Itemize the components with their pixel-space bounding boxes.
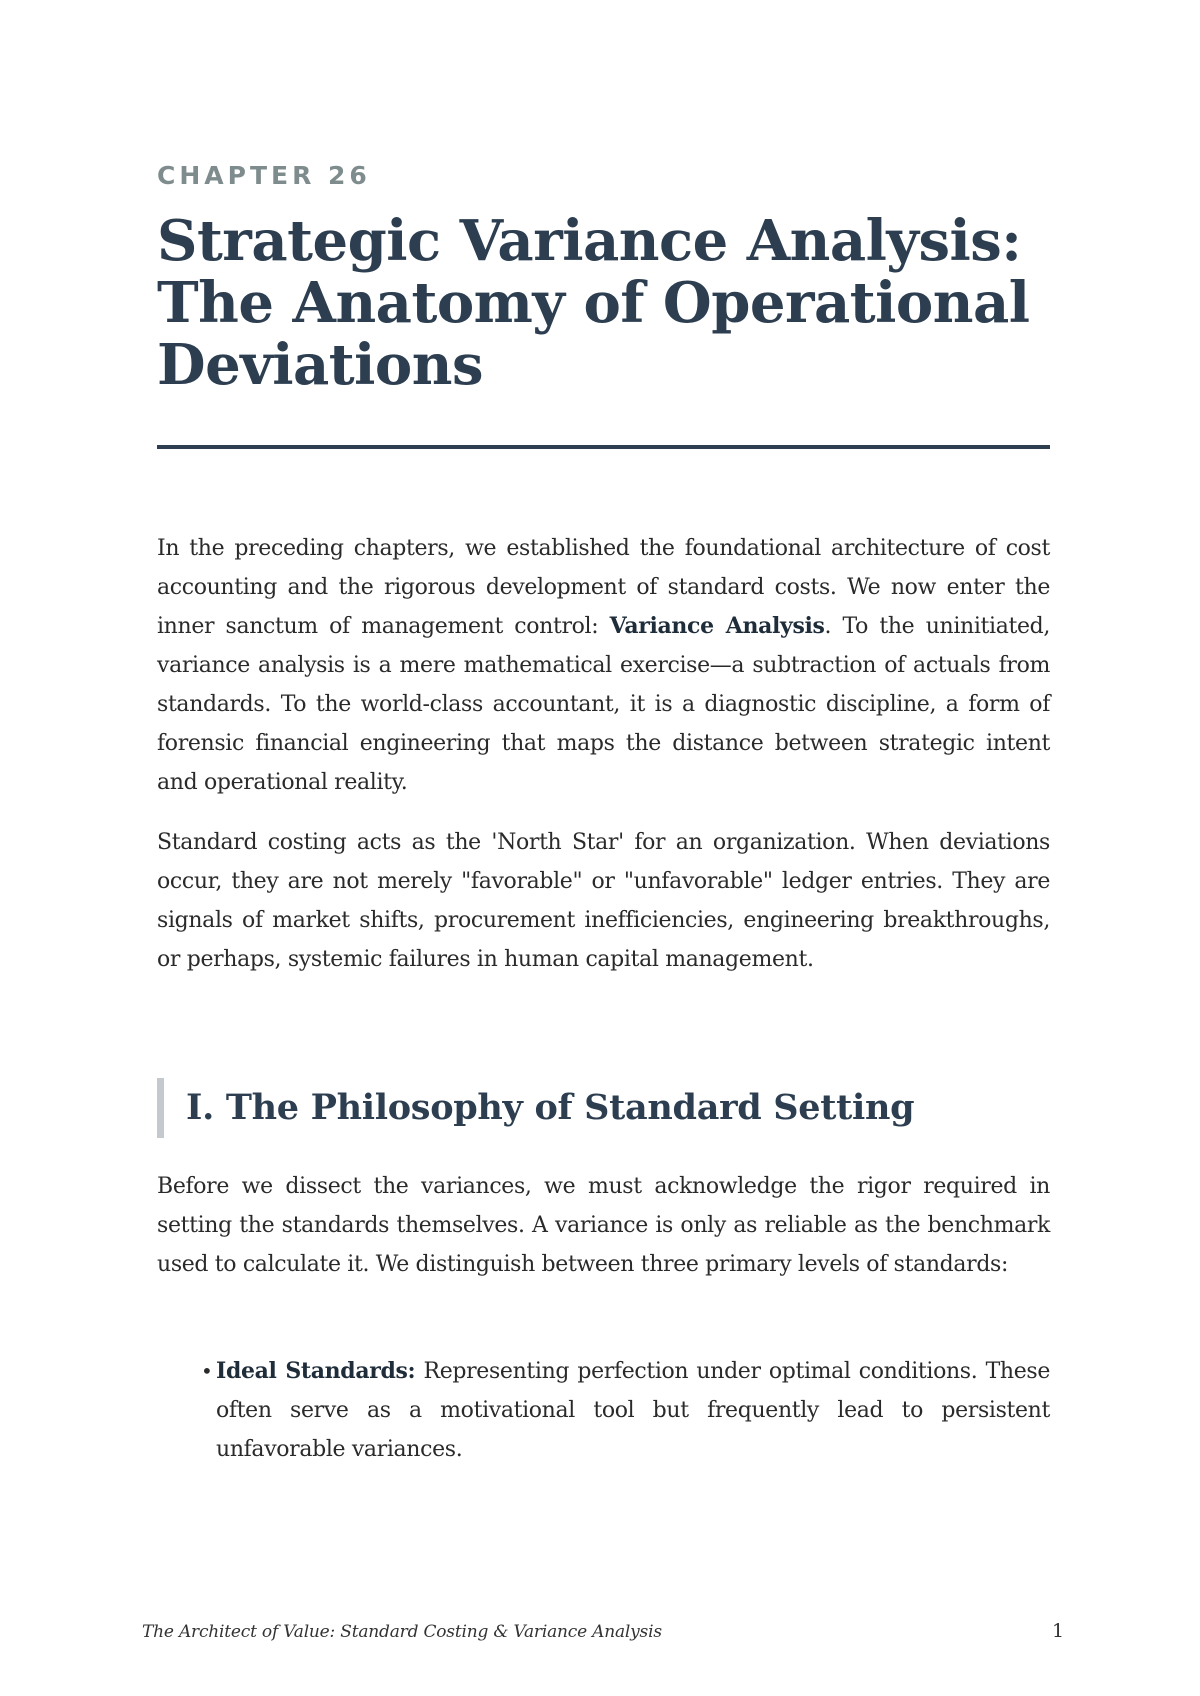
- standards-list: [201, 1352, 1051, 1469]
- chapter-title: [157, 210, 1050, 396]
- intro-text: In the preceding chapters, we established the foundational architecture of cost accounting and the rigorous development of standard costs. We now enter the inner sanctum of management control:: [157, 536, 1050, 639]
- section-heading-text: I. The Philosophy of Standard Setting: [186, 1087, 915, 1128]
- intro-paragraph: Standard costing acts as the 'North Star' for an organization. When deviations occur, they are not merely "favorable" or "unfavorable" ledger entries. They are signals of market shifts, procurement inefficiencies, engineering breakthroughs, or perhaps, systemic failures in human capital management.: [157, 830, 1050, 972]
- section-heading: [157, 1078, 914, 1138]
- list-item: [201, 1352, 1051, 1469]
- chapter-title-line: Strategic Variance Analysis:: [157, 208, 1022, 274]
- section-paragraph: Before we dissect the variances, we must acknowledge the rigor required in setting the standards themselves. A variance is only as reliable as the benchmark used to calculate it. We distinguish between three primary levels of standards:: [157, 1174, 1050, 1277]
- title-divider: [157, 445, 1050, 449]
- intro-paragraph: [157, 529, 1050, 802]
- bold-term: Variance Analysis: [609, 613, 825, 639]
- bullet-icon: •: [201, 1359, 213, 1383]
- chapter-title-line: Deviations: [157, 332, 484, 398]
- chapter-label: CHAPTER 26: [157, 161, 371, 190]
- footer-page-number: 1: [1052, 1620, 1065, 1642]
- list-item-term: Ideal Standards:: [216, 1358, 416, 1384]
- chapter-title-line: The Anatomy of Operational: [157, 270, 1030, 336]
- intro-text: . To the uninitiated, variance analysis is a mere mathematical exercise—a subtraction of actuals from standards. To the world-class accountant, it is a diagnostic discipline, a form of forensic financial engineering that maps the distance between strategic intent and operational reality.: [157, 614, 1051, 795]
- list-item-text: Representing perfection under optimal conditions. These often serve as a motivational tool but frequently lead to persistent unfavorable variances.: [216, 1359, 1051, 1462]
- footer-book-title: The Architect of Value: Standard Costing & Variance Analysis: [142, 1622, 662, 1642]
